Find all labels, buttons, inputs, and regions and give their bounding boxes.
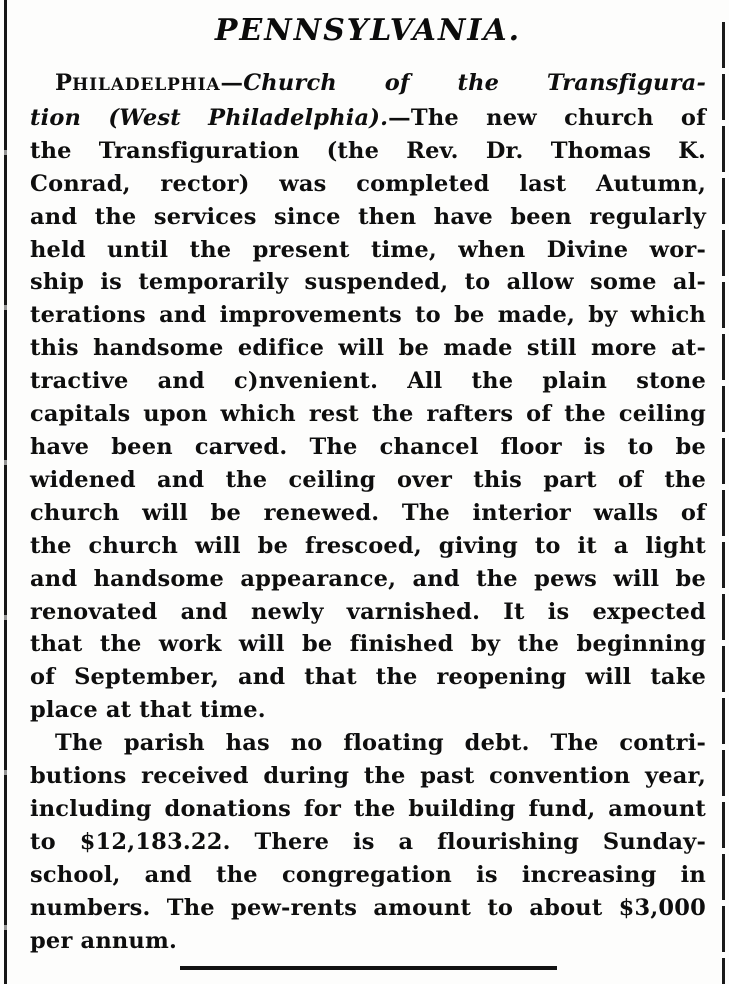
text-line: church will be renewed. The interior walls of bbox=[30, 499, 706, 526]
text-line: The parish has no floating debt. The contri- bbox=[55, 730, 706, 757]
right-column-rule bbox=[722, 22, 725, 984]
text-line: widened and the ceiling over this part of the bbox=[30, 466, 706, 493]
text-line bbox=[30, 67, 706, 102]
article-content bbox=[30, 12, 706, 957]
text-line: of September, and that the reopening will take bbox=[30, 664, 706, 691]
text-line: Conrad, rector) was completed last Autumn, bbox=[30, 170, 706, 197]
text-line: renovated and newly varnished. It is expected bbox=[30, 598, 706, 625]
text-line: the church will be frescoed, giving to it a light bbox=[30, 532, 706, 559]
text-line: ship is temporarily suspended, to allow some al- bbox=[30, 269, 706, 296]
text-line: held until the present time, when Divine wor- bbox=[30, 236, 706, 263]
text-line: and the services since then have been regularly bbox=[30, 203, 706, 230]
text-segment: — bbox=[220, 70, 244, 96]
text-line: have been carved. The chancel floor is to be bbox=[30, 433, 706, 460]
article-end-rule bbox=[180, 966, 557, 970]
text-line: to $12,183.22. There is a flourishing Sunday- bbox=[30, 828, 706, 855]
section-title: PENNSYLVANIA. bbox=[214, 13, 522, 48]
paragraph bbox=[30, 727, 706, 957]
text-segment: Church of the Transfigura- bbox=[243, 70, 706, 96]
text-line: the Transfiguration (the Rev. Dr. Thomas K. bbox=[30, 137, 706, 164]
text-line: that the work will be finished by the beginning bbox=[30, 631, 706, 658]
paragraph bbox=[30, 67, 706, 727]
text-line: this handsome edifice will be made still more at- bbox=[30, 335, 706, 362]
text-line: place at that time. bbox=[30, 697, 266, 724]
text-line: numbers. The pew-rents amount to about $3,000 bbox=[30, 894, 706, 921]
left-column-rule bbox=[4, 0, 7, 984]
text-line: tractive and c)nvenient. All the plain stone bbox=[30, 368, 706, 395]
text-segment: P bbox=[55, 70, 73, 96]
text-line bbox=[30, 102, 706, 135]
text-line: per annum. bbox=[30, 927, 178, 954]
article-body bbox=[30, 67, 706, 957]
text-segment: —The new church of bbox=[388, 104, 706, 131]
text-line: terations and improvements to be made, by which bbox=[30, 302, 706, 329]
text-line: school, and the congregation is increasing in bbox=[30, 861, 706, 888]
text-line: butions received during the past convention year, bbox=[30, 763, 706, 790]
text-segment: tion (West Philadelphia). bbox=[30, 104, 389, 131]
text-line: including donations for the building fund, amount bbox=[30, 795, 706, 822]
text-line: capitals upon which rest the rafters of the ceiling bbox=[30, 401, 706, 428]
text-segment: HILADELPHIA bbox=[72, 75, 221, 95]
text-line: and handsome appearance, and the pews will be bbox=[30, 565, 706, 592]
